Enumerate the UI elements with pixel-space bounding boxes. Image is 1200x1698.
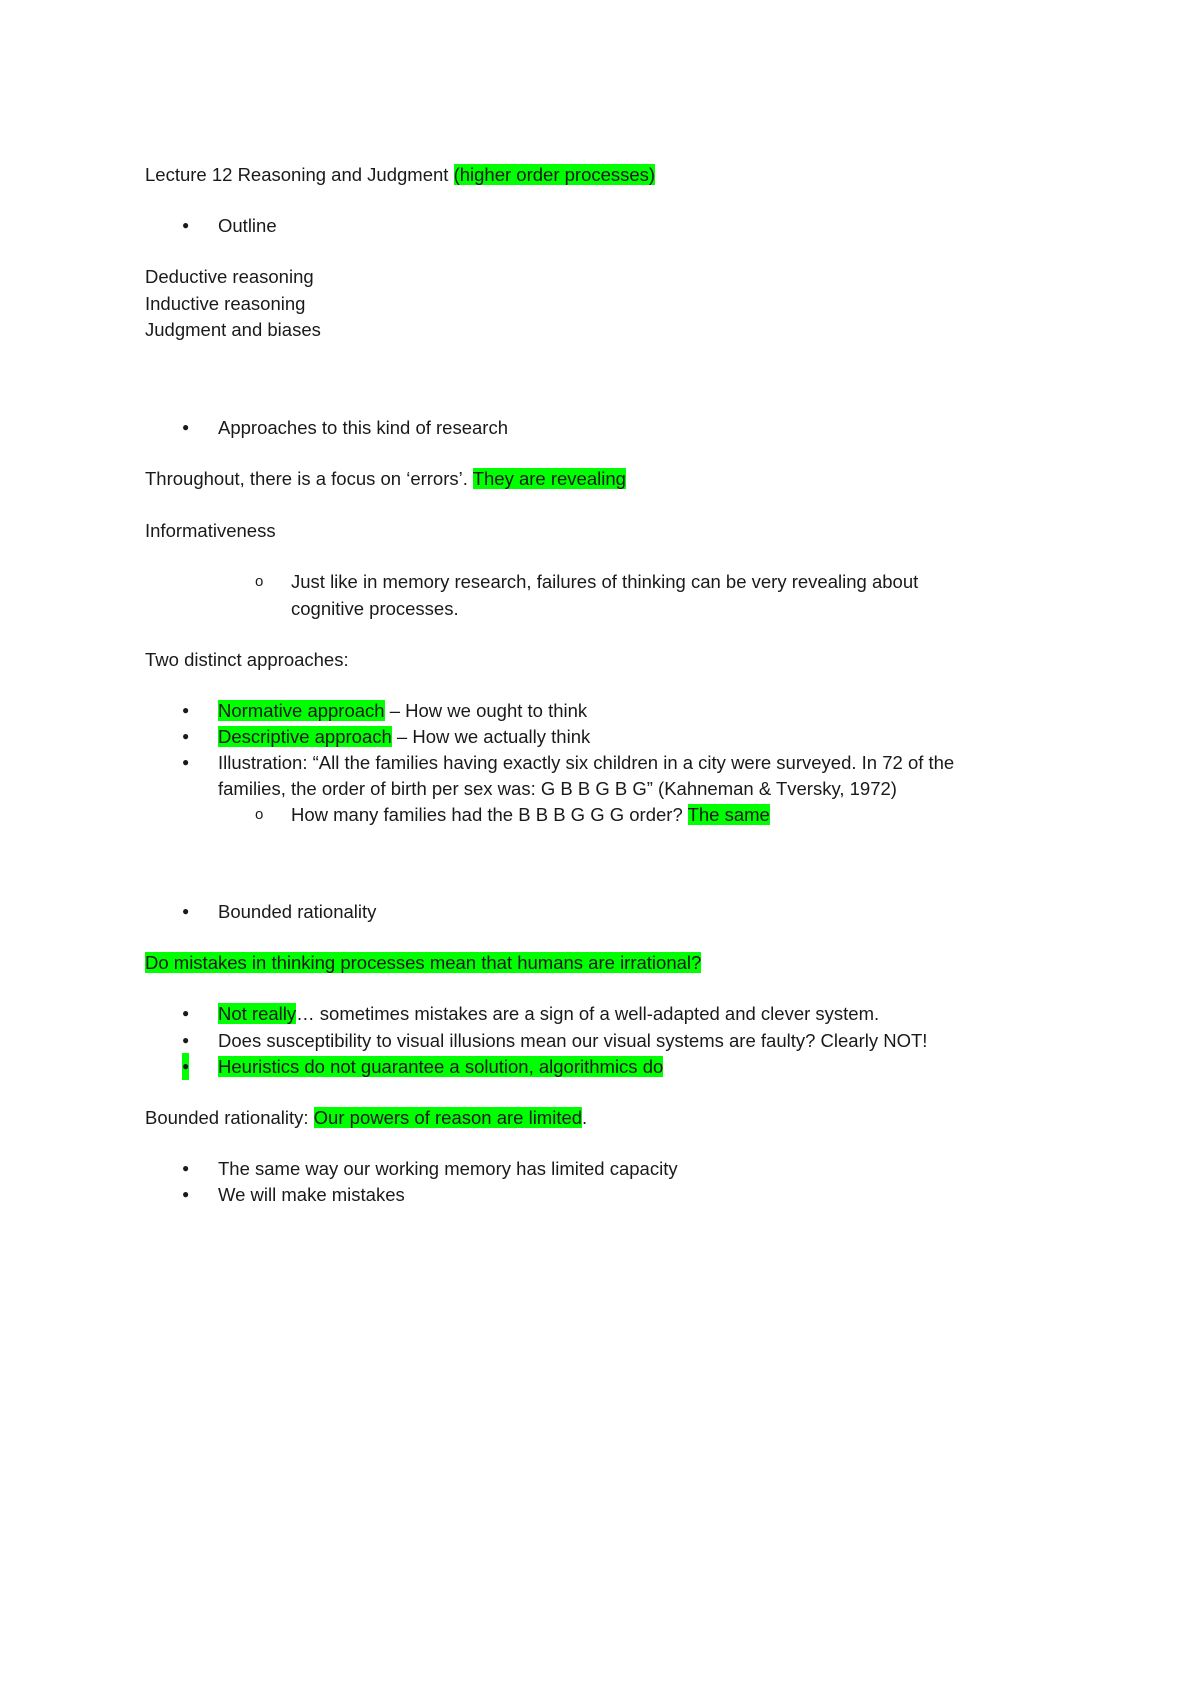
- errors-highlight: They are revealing: [472, 468, 626, 489]
- bullet-icon: ●: [182, 218, 190, 232]
- errors-text: Throughout, there is a focus on ‘errors’.: [145, 468, 473, 489]
- outline-item: Deductive reasoning: [145, 266, 314, 287]
- informativeness-sub-line: cognitive processes.: [291, 598, 459, 619]
- bullet-icon: ●: [182, 420, 190, 434]
- bounded-definition: [145, 1104, 587, 1131]
- illustration-line: Illustration: “All the families having exactly six children in a city were surveyed. In 72 of the: [218, 752, 955, 773]
- bullet-icon: ●: [182, 1033, 190, 1047]
- sub-bullet-icon: o: [255, 806, 264, 823]
- question-text: How many families had the B B B G G G order?: [291, 804, 688, 825]
- document-title: [145, 161, 655, 188]
- bounded-def-label: Bounded rationality:: [145, 1107, 314, 1128]
- normative-rest: – How we ought to think: [384, 700, 588, 721]
- two-approaches-label: Two distinct approaches:: [145, 649, 349, 670]
- title-highlight: (higher order processes): [453, 164, 656, 185]
- informativeness-sub-line: Just like in memory research, failures of thinking can be very revealing about: [291, 571, 919, 592]
- bullet-icon: ●: [182, 1161, 190, 1175]
- not-really-item: [218, 1000, 879, 1027]
- bullet-icon: ●: [182, 904, 190, 918]
- not-really-rest: … sometimes mistakes are a sign of a well-adapted and clever system.: [296, 1003, 880, 1024]
- bullet-icon: ●: [182, 1187, 190, 1201]
- bullet-icon: ●: [182, 1006, 190, 1020]
- not-really-highlight: Not really: [218, 1003, 297, 1024]
- heuristics-highlight: Heuristics do not guarantee a solution, algorithmics do: [218, 1056, 664, 1077]
- question-item: [291, 801, 770, 828]
- irrational-question: [145, 949, 701, 976]
- outline-item: Judgment and biases: [145, 319, 321, 340]
- outline-item: Inductive reasoning: [145, 293, 306, 314]
- outline-label: Outline: [218, 215, 277, 236]
- bullet-icon: ●: [182, 755, 190, 769]
- descriptive-highlight: Descriptive approach: [218, 726, 392, 747]
- descriptive-item: [218, 723, 590, 750]
- final-item: The same way our working memory has limited capacity: [218, 1158, 678, 1179]
- irrational-highlight: Do mistakes in thinking processes mean that humans are irrational?: [145, 952, 702, 973]
- bounded-def-end: .: [582, 1107, 588, 1128]
- title-text: Lecture 12 Reasoning and Judgment: [145, 164, 454, 185]
- final-item: We will make mistakes: [218, 1184, 405, 1205]
- normative-highlight: Normative approach: [218, 700, 385, 721]
- bounded-heading: Bounded rationality: [218, 901, 377, 922]
- bullet-icon: ●: [182, 703, 190, 717]
- bounded-def-highlight: Our powers of reason are limited: [313, 1107, 583, 1128]
- bullet-icon: ●: [182, 1053, 189, 1080]
- question-highlight: The same: [687, 804, 770, 825]
- sub-bullet-icon: o: [255, 573, 264, 590]
- illusions-item: Does susceptibility to visual illusions mean our visual systems are faulty? Clearly NOT!: [218, 1030, 928, 1051]
- heuristics-item: [218, 1053, 663, 1080]
- errors-paragraph: [145, 465, 626, 492]
- normative-item: [218, 697, 587, 724]
- descriptive-rest: – How we actually think: [391, 726, 591, 747]
- informativeness-label: Informativeness: [145, 520, 276, 541]
- bullet-icon: ●: [182, 729, 190, 743]
- illustration-line: families, the order of birth per sex was: G B B G B G” (Kahneman & Tversky, 1972): [218, 778, 897, 799]
- approaches-heading: Approaches to this kind of research: [218, 417, 508, 438]
